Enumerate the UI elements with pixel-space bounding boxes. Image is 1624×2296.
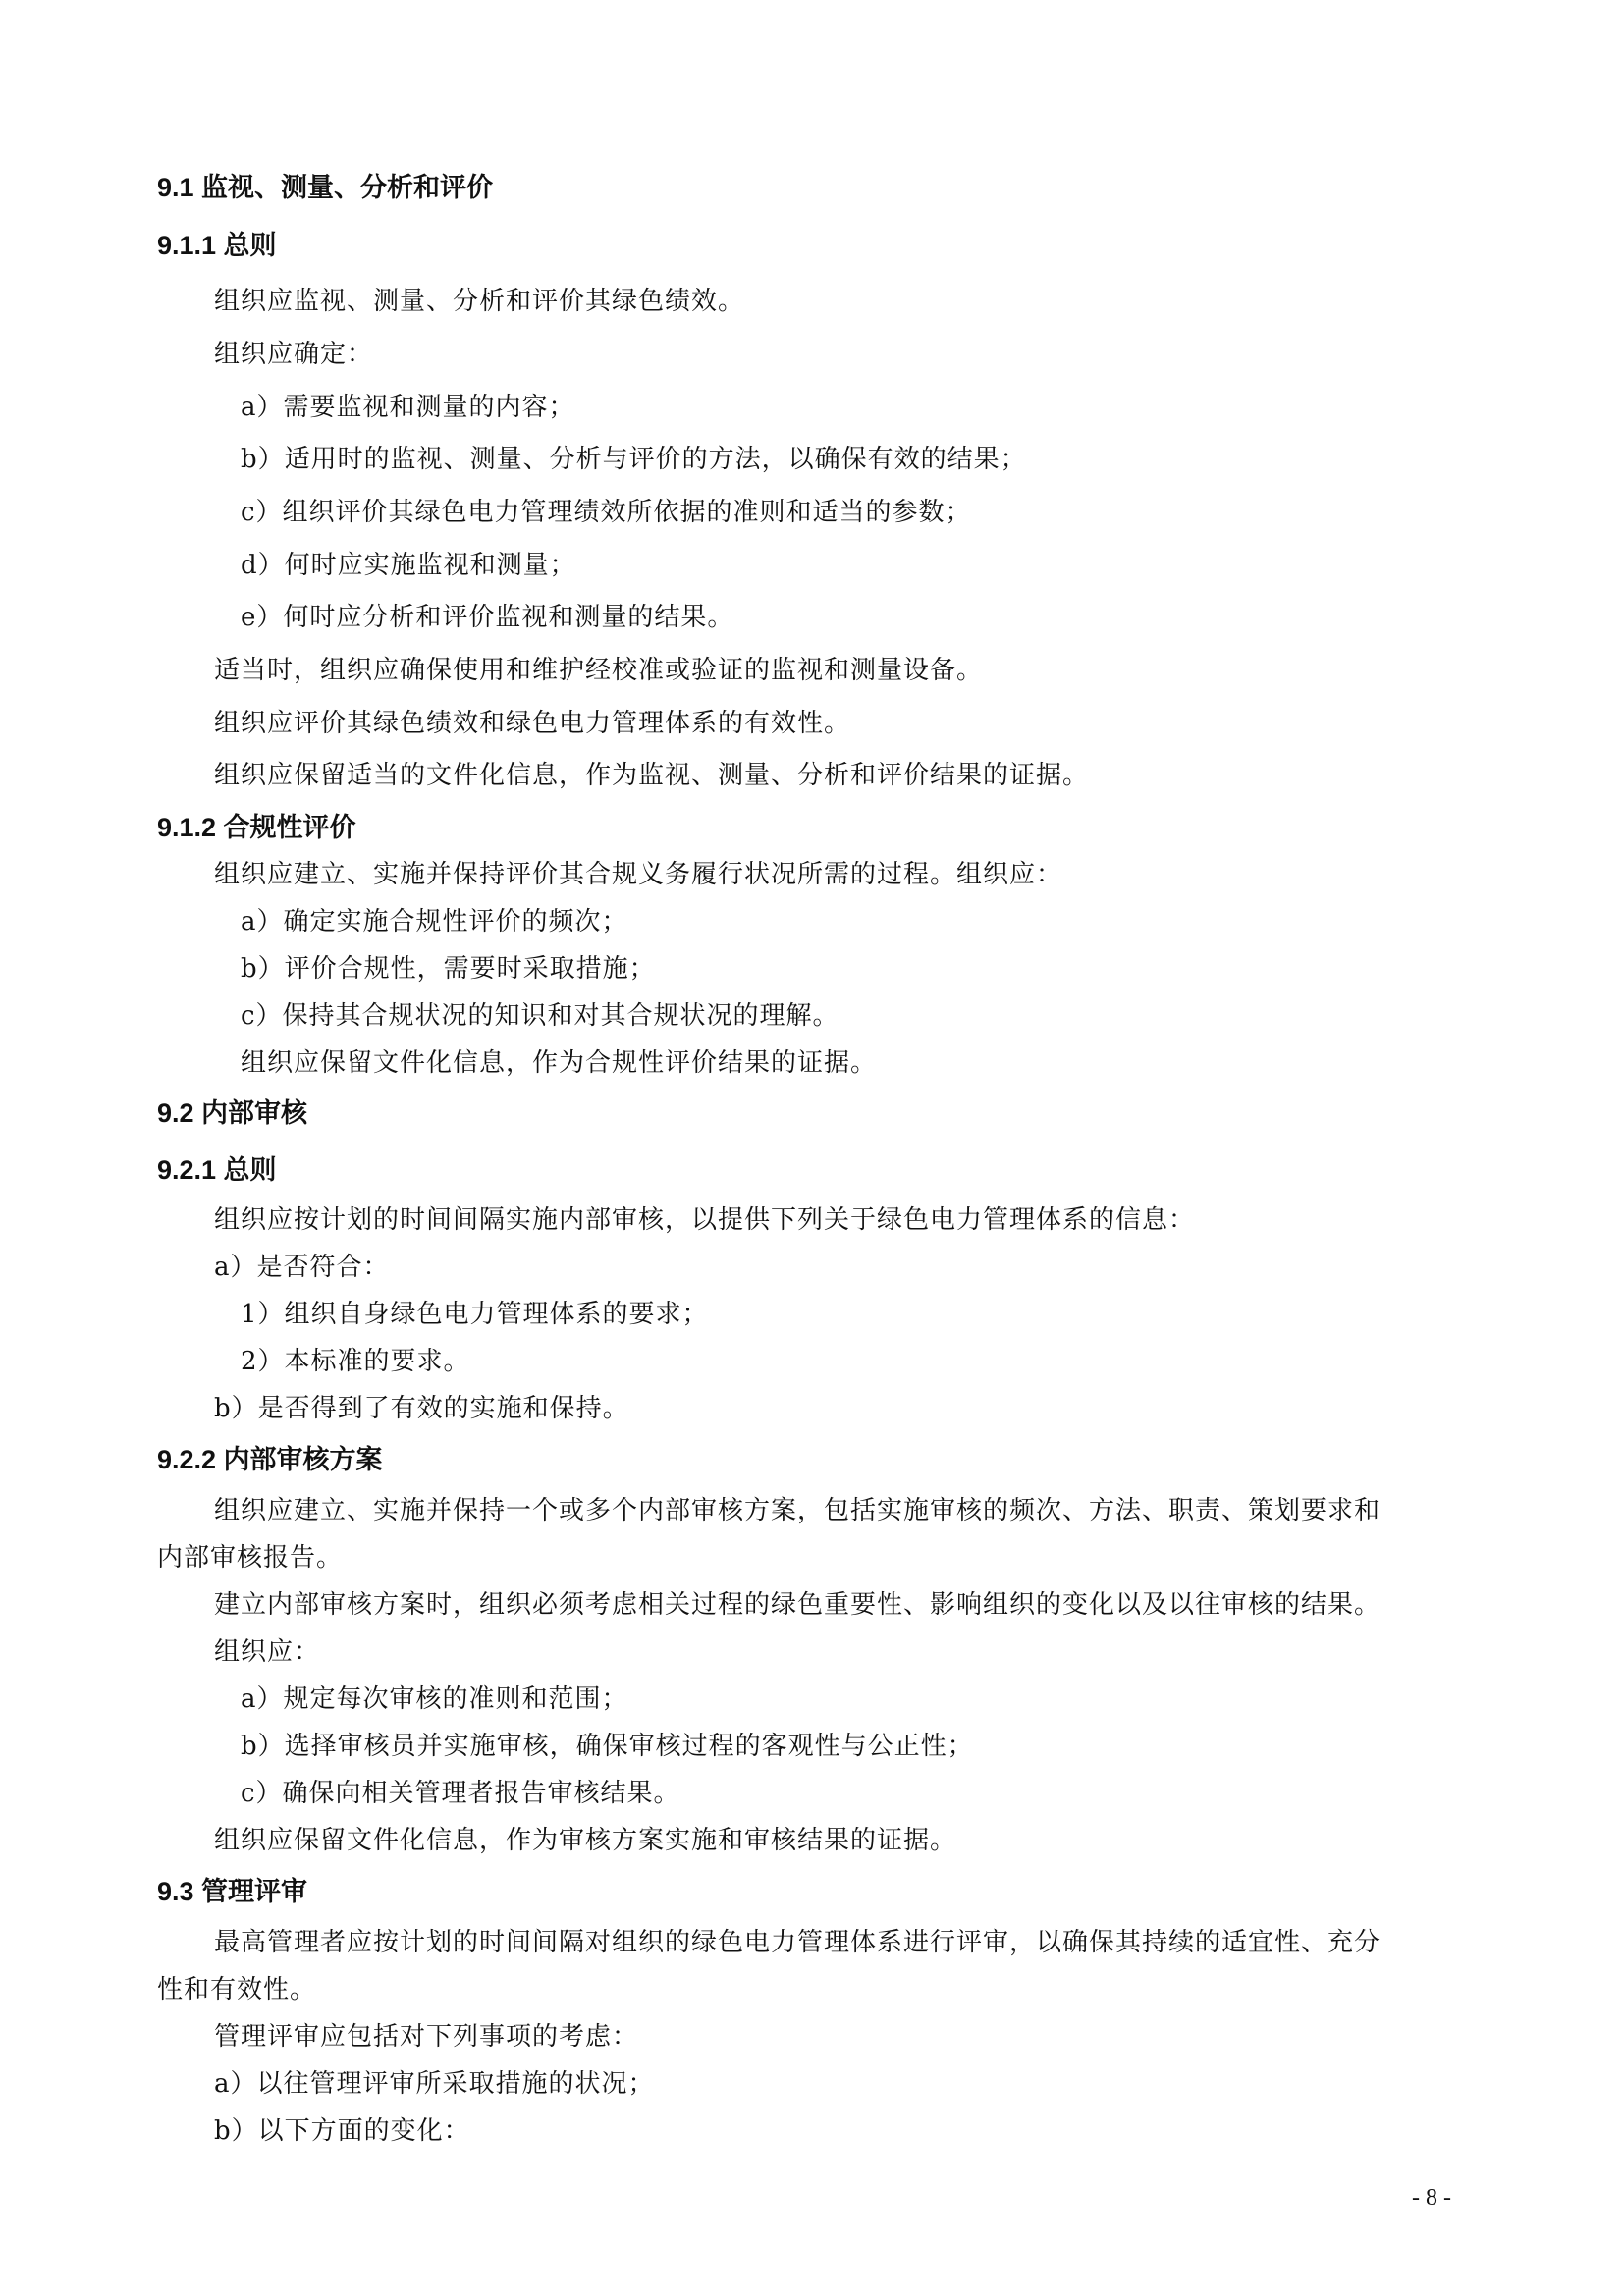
list-item: b）以下方面的变化： <box>214 2116 470 2146</box>
list-item: c）组织评价其绿色电力管理绩效所依据的准则和适当的参数； <box>241 498 972 527</box>
section-heading-9-1: 9.1 监视、测量、分析和评价 <box>157 173 494 202</box>
paragraph: 组织应保留文件化信息，作为合规性评价结果的证据。 <box>241 1048 878 1078</box>
paragraph: 组织应保留文件化信息，作为审核方案实施和审核结果的证据。 <box>214 1826 957 1855</box>
list-item: b）适用时的监视、测量、分析与评价的方法，以确保有效的结果； <box>241 445 1027 474</box>
list-item: a）是否符合： <box>214 1253 390 1282</box>
list-item: a）规定每次审核的准则和范围； <box>241 1684 628 1714</box>
paragraph: 组织应确定： <box>214 340 374 369</box>
paragraph: 组织应按计划的时间间隔实施内部审核，以提供下列关于绿色电力管理体系的信息： <box>214 1205 1196 1235</box>
paragraph-continuation: 内部审核报告。 <box>157 1543 344 1573</box>
list-item: a）需要监视和测量的内容； <box>241 393 575 422</box>
subsection-heading-9-1-1: 9.1.1 总则 <box>157 231 277 260</box>
list-item: b）选择审核员并实施审核，确保审核过程的客观性与公正性； <box>241 1732 974 1761</box>
list-item: a）确定实施合规性评价的频次； <box>241 907 628 936</box>
section-heading-9-2: 9.2 内部审核 <box>157 1098 308 1128</box>
paragraph-continuation: 性和有效性。 <box>157 1975 317 2004</box>
paragraph: 组织应评价其绿色绩效和绿色电力管理体系的有效性。 <box>214 709 851 738</box>
sub-list-item: 2）本标准的要求。 <box>241 1347 470 1376</box>
sub-list-item: 1）组织自身绿色电力管理体系的要求； <box>241 1300 709 1329</box>
page-number: - 8 - <box>1412 2185 1451 2211</box>
list-item: b）评价合规性，需要时采取措施； <box>241 954 656 984</box>
list-item: c）确保向相关管理者报告审核结果。 <box>241 1779 680 1808</box>
paragraph: 组织应建立、实施并保持评价其合规义务履行状况所需的过程。组织应： <box>214 860 1063 889</box>
list-item: c）保持其合规状况的知识和对其合规状况的理解。 <box>241 1001 839 1031</box>
subsection-heading-9-2-2: 9.2.2 内部审核方案 <box>157 1445 383 1474</box>
section-heading-9-3: 9.3 管理评审 <box>157 1877 308 1906</box>
subsection-heading-9-2-1: 9.2.1 总则 <box>157 1155 277 1185</box>
list-item: e）何时应分析和评价监视和测量的结果。 <box>241 603 734 632</box>
list-item: d）何时应实施监视和测量； <box>241 551 576 580</box>
paragraph: 建立内部审核方案时，组织必须考虑相关过程的绿色重要性、影响组织的变化以及以往审核的结果。 <box>214 1590 1381 1620</box>
list-item: b）是否得到了有效的实施和保持。 <box>214 1394 629 1423</box>
paragraph: 组织应建立、实施并保持一个或多个内部审核方案，包括实施审核的频次、方法、职责、策划要求和 <box>214 1496 1381 1525</box>
subsection-heading-9-1-2: 9.1.2 合规性评价 <box>157 813 356 842</box>
paragraph: 组织应保留适当的文件化信息，作为监视、测量、分析和评价结果的证据。 <box>214 761 1090 790</box>
paragraph: 组织应监视、测量、分析和评价其绿色绩效。 <box>214 287 745 316</box>
list-item: a）以往管理评审所采取措施的状况； <box>214 2069 655 2099</box>
paragraph: 适当时，组织应确保使用和维护经校准或验证的监视和测量设备。 <box>214 656 984 685</box>
paragraph: 最高管理者应按计划的时间间隔对组织的绿色电力管理体系进行评审，以确保其持续的适宜性、充分 <box>214 1928 1381 1957</box>
paragraph: 管理评审应包括对下列事项的考虑： <box>214 2022 639 2052</box>
paragraph: 组织应： <box>214 1637 321 1667</box>
